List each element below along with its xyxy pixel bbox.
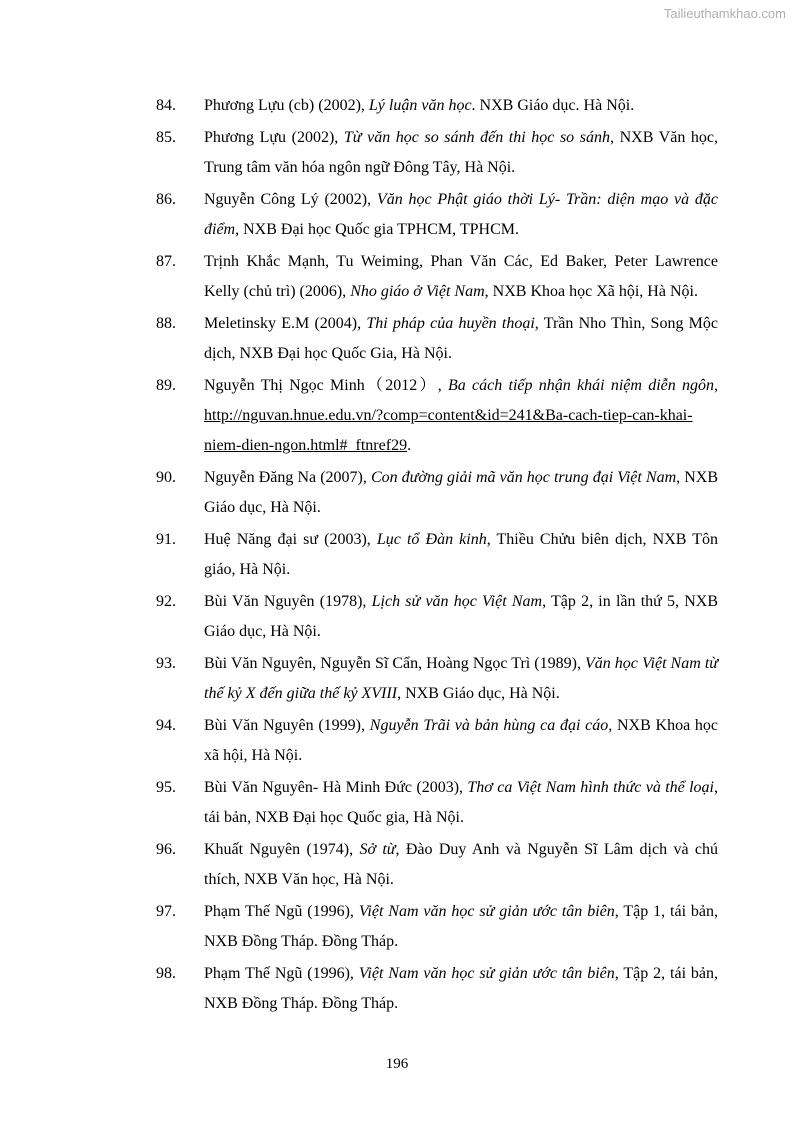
reference-title: Lịch sử văn học Việt Nam (371, 593, 543, 610)
reference-number: 98. (156, 965, 176, 982)
reference-segment: Nguyễn Đăng Na (2007), (204, 469, 371, 486)
reference-segment: . (407, 437, 412, 454)
reference-segment: Bùi Văn Nguyên (1978), (204, 593, 372, 610)
reference-text (204, 525, 718, 585)
reference-item (0, 649, 794, 709)
reference-title: Từ văn học so sánh đến thi học so sánh (343, 129, 610, 146)
reference-segment: NXB Đại học Quốc gia TPHCM, TPHCM. (239, 221, 519, 238)
reference-text (204, 91, 718, 121)
reference-number: 94. (156, 717, 176, 734)
reference-segment: Trịnh Khắc Mạnh, Tu Weiming, Phan Văn Các, Ed Baker, Peter Lawrence Kelly (chủ trì) (2006), (204, 253, 718, 300)
reference-number: 88. (156, 315, 176, 332)
reference-segment: , NXB Văn học, Trung tâm văn hóa ngôn ngữ Đông Tây, Hà Nội. (204, 129, 719, 176)
reference-segment: Nguyễn Công Lý (2002), (204, 191, 377, 208)
reference-title: Văn học Việt Nam từ thế kỷ X đến giữa thế kỷ XVIII (204, 655, 718, 702)
reference-title: , Ba cách tiếp nhận khái niệm diễn ngôn (437, 377, 714, 394)
reference-segment: Nguyễn Thị Ngọc Minh（2012） (204, 377, 438, 394)
reference-text (204, 897, 718, 957)
reference-item (0, 959, 794, 1019)
reference-text (204, 463, 718, 523)
reference-segment: Huệ Năng đại sư (2003), (204, 531, 377, 548)
reference-segment: Phương Lựu (cb) (2002), (204, 97, 369, 114)
reference-item (0, 185, 794, 245)
reference-item (0, 711, 794, 771)
reference-segment: , Tập 2, tái bản, NXB Đồng Tháp. Đồng Tháp. (204, 965, 719, 1012)
reference-number: 96. (156, 841, 176, 858)
reference-item (0, 897, 794, 957)
reference-segment: NXB Giáo dục, Hà Nội. (204, 469, 718, 516)
reference-segment: Phương Lựu (2002), (204, 129, 344, 146)
reference-title: Lục tổ Đàn kinh (376, 531, 487, 548)
reference-number: 87. (156, 253, 176, 270)
reference-item (0, 247, 794, 307)
reference-item (0, 525, 794, 585)
reference-text (204, 247, 718, 307)
reference-number: 93. (156, 655, 176, 672)
reference-text (204, 959, 718, 1019)
reference-segment: , NXB Giáo dục, Hà Nội. (397, 685, 560, 702)
reference-segment: , Tập 1, tái bản, NXB Đồng Tháp. Đồng Tháp. (204, 903, 719, 950)
reference-number: 90. (156, 469, 176, 486)
reference-text (204, 587, 718, 647)
reference-text (204, 835, 718, 895)
reference-title: Thơ ca Việt Nam hình thức và thể loại (467, 779, 714, 796)
reference-text (204, 309, 718, 369)
reference-list (0, 91, 794, 1021)
reference-segment: Phạm Thế Ngũ (1996), (204, 965, 359, 982)
reference-number: 89. (156, 377, 176, 394)
reference-item (0, 123, 794, 183)
reference-title: Việt Nam văn học sử giản ước tân biên (358, 903, 615, 920)
reference-number: 91. (156, 531, 176, 548)
reference-segment: , Thiều Chửu biên dịch, NXB Tôn giáo, Hà Nội. (204, 531, 719, 578)
reference-segment: . NXB Giáo dục. Hà Nội. (471, 97, 635, 114)
reference-title: Nguyễn Trãi và bản hùng ca đại cáo, (369, 717, 613, 734)
reference-title: Nho giáo ở Việt Nam (350, 283, 485, 300)
reference-text (204, 711, 718, 771)
reference-segment: , NXB Khoa học Xã hội, Hà Nội. (484, 283, 698, 300)
reference-segment: NXB Khoa học xã hội, Hà Nội. (204, 717, 719, 764)
reference-item (0, 773, 794, 833)
reference-link[interactable]: http://nguvan.hnue.edu.vn/?comp=content&id=241&Ba-cach-tiep-can-khai-niem-dien-ngon.html#_ftnref29 (204, 407, 693, 454)
reference-segment: , tái bản, NXB Đại học Quốc gia, Hà Nội. (204, 779, 718, 826)
reference-number: 84. (156, 97, 176, 114)
reference-title: Văn học Phật giáo thời Lý- Trần: diện mạo và đặc điểm, (204, 191, 718, 238)
reference-segment: , (714, 377, 718, 394)
reference-text (204, 185, 718, 245)
reference-item (0, 835, 794, 895)
watermark-text: Tailieuthamkhao.com (663, 6, 786, 21)
reference-item (0, 371, 794, 461)
reference-segment: , Đào Duy Anh và Nguyễn Sĩ Lâm dịch và chú thích, NXB Văn học, Hà Nội. (204, 841, 718, 888)
reference-title: Con đường giải mã văn học trung đại Việt Nam, (370, 469, 681, 486)
reference-title: Thi pháp của huyền thoại, (366, 315, 539, 332)
reference-item (0, 463, 794, 523)
reference-segment: Bùi Văn Nguyên (1999), (204, 717, 370, 734)
reference-segment: Phạm Thế Ngũ (1996), (204, 903, 359, 920)
reference-item (0, 587, 794, 647)
reference-segment: Bùi Văn Nguyên, Nguyễn Sĩ Cẩn, Hoàng Ngọc Trì (1989), (204, 655, 585, 672)
reference-number: 85. (156, 129, 176, 146)
reference-segment: Trần Nho Thìn, Song Mộc dịch, NXB Đại học Quốc Gia, Hà Nội. (204, 315, 718, 362)
reference-segment: Meletinsky E.M (2004), (204, 315, 367, 332)
reference-text (204, 773, 718, 833)
reference-title: Sở từ (359, 841, 396, 858)
reference-segment: Khuất Nguyên (1974), (204, 841, 360, 858)
reference-text (204, 371, 718, 461)
reference-text (204, 649, 718, 709)
reference-text (204, 123, 718, 183)
page-number: 196 (385, 1056, 409, 1072)
reference-item (0, 309, 794, 369)
reference-title: Lý luận văn học (368, 97, 472, 114)
reference-number: 92. (156, 593, 176, 610)
reference-number: 95. (156, 779, 176, 796)
reference-title: Việt Nam văn học sử giản ước tân biên (358, 965, 615, 982)
reference-number: 97. (156, 903, 176, 920)
reference-item (0, 91, 794, 121)
reference-segment: , Tập 2, in lần thứ 5, NXB Giáo dục, Hà Nội. (204, 593, 719, 640)
reference-number: 86. (156, 191, 176, 208)
reference-segment: Bùi Văn Nguyên- Hà Minh Đức (2003), (204, 779, 468, 796)
